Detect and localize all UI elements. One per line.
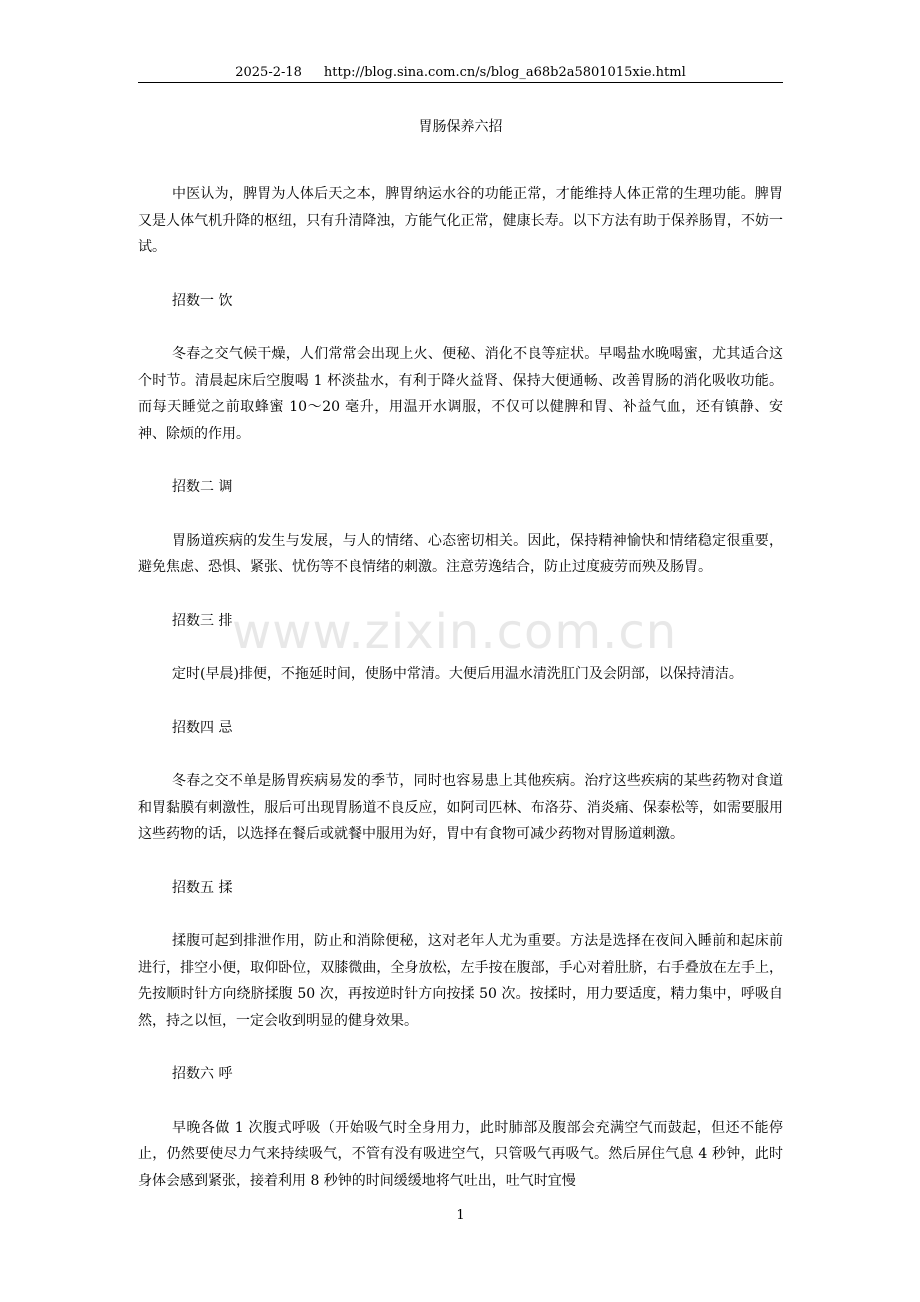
section-heading-2: 招数二 调 [172, 479, 233, 495]
document-title: 胃肠保养六招 [418, 119, 503, 135]
section-paragraph-4: 冬春之交不单是肠胃疾病易发的季节，同时也容易患上其他疾病。治疗这些疾病的某些药物对食道和胃黏膜有刺激性，服后可出现胃肠道不良反应，如阿司匹林、布洛芬、消炎痛、保泰松等，如需要服用这些药物的话，以选择在餐后或就餐中服用为好，胃中有食物可减少药物对胃肠道刺激。 [138, 773, 783, 842]
section-heading-5: 招数五 揉 [172, 879, 233, 896]
intro-paragraph: 中医认为，脾胃为人体后天之本，脾胃纳运水谷的功能正常，才能维持人体正常的生理功能。脾胃又是人体气机升降的枢纽，只有升清降浊，方能气化正常，健康长寿。以下方法有助于保养肠胃，不妨一试。 [138, 186, 783, 255]
header-url: http://blog.sina.com.cn/s/blog_a68b2a5801015xie.html [323, 65, 686, 80]
section-heading-6: 招数六 呼 [172, 1066, 233, 1082]
section-paragraph-1: 冬春之交气候干燥，人们常常会出现上火、便秘、消化不良等症状。早喝盐水晚喝蜜，尤其适合这个时节。清晨起床后空腹喝 1 杯淡盐水，有利于降火益肾、保持大便通畅、改善胃肠的消化吸收功能。而每天睡觉之前取蜂蜜 10～20 毫升，用温开水调服，不仅可以健脾和胃、补益气血，还有镇静、安神、除烦的作用。 [138, 346, 783, 442]
page-number: 1 [456, 1208, 465, 1223]
header-rule [138, 82, 783, 83]
section-paragraph-5: 揉腹可起到排泄作用，防止和消除便秘，这对老年人尤为重要。方法是选择在夜间入睡前和起床前进行，排空小便，取仰卧位，双膝微曲，全身放松，左手按在腹部，手心对着肚脐，右手叠放在左手上，先按顺时针方向绕脐揉腹 50 次，再按逆时针方向按揉 50 次。按揉时，用力要适度，精力集中，呼吸自然，持之以恒，一定会收到明显的健身效果。 [138, 933, 783, 1029]
section-paragraph-2: 胃肠道疾病的发生与发展，与人的情绪、心态密切相关。因此，保持精神愉快和情绪稳定很重要，避免焦虑、恐惧、紧张、忧伤等不良情绪的刺激。注意劳逸结合，防止过度疲劳而殃及肠胃。 [138, 532, 783, 575]
header-date: 2025-2-18 [235, 65, 302, 80]
watermark: www.zixin.com.cn [232, 604, 678, 660]
section-heading-3: 招数三 排 [172, 612, 233, 629]
page-header [138, 64, 783, 82]
section-paragraph-6: 早晚各做 1 次腹式呼吸（开始吸气时全身用力，此时肺部及腹部会充满空气而鼓起，但还不能停止，仍然要使尽力气来持续吸气，不管有没有吸进空气，只管吸气再吸气。然后屏住气息 4 秒钟，此时身体会感到紧张，接着利用 8 秒钟的时间缓缓地将气吐出，吐气时宜慢 [138, 1119, 783, 1189]
section-heading-4: 招数四 忌 [172, 719, 233, 736]
section-heading-1: 招数一 饮 [172, 292, 233, 309]
section-paragraph-3: 定时(早晨)排便，不拖延时间，使肠中常清。大便后用温水清洗肛门及会阴部，以保持清洁。 [172, 666, 743, 682]
document-body [138, 181, 783, 1221]
